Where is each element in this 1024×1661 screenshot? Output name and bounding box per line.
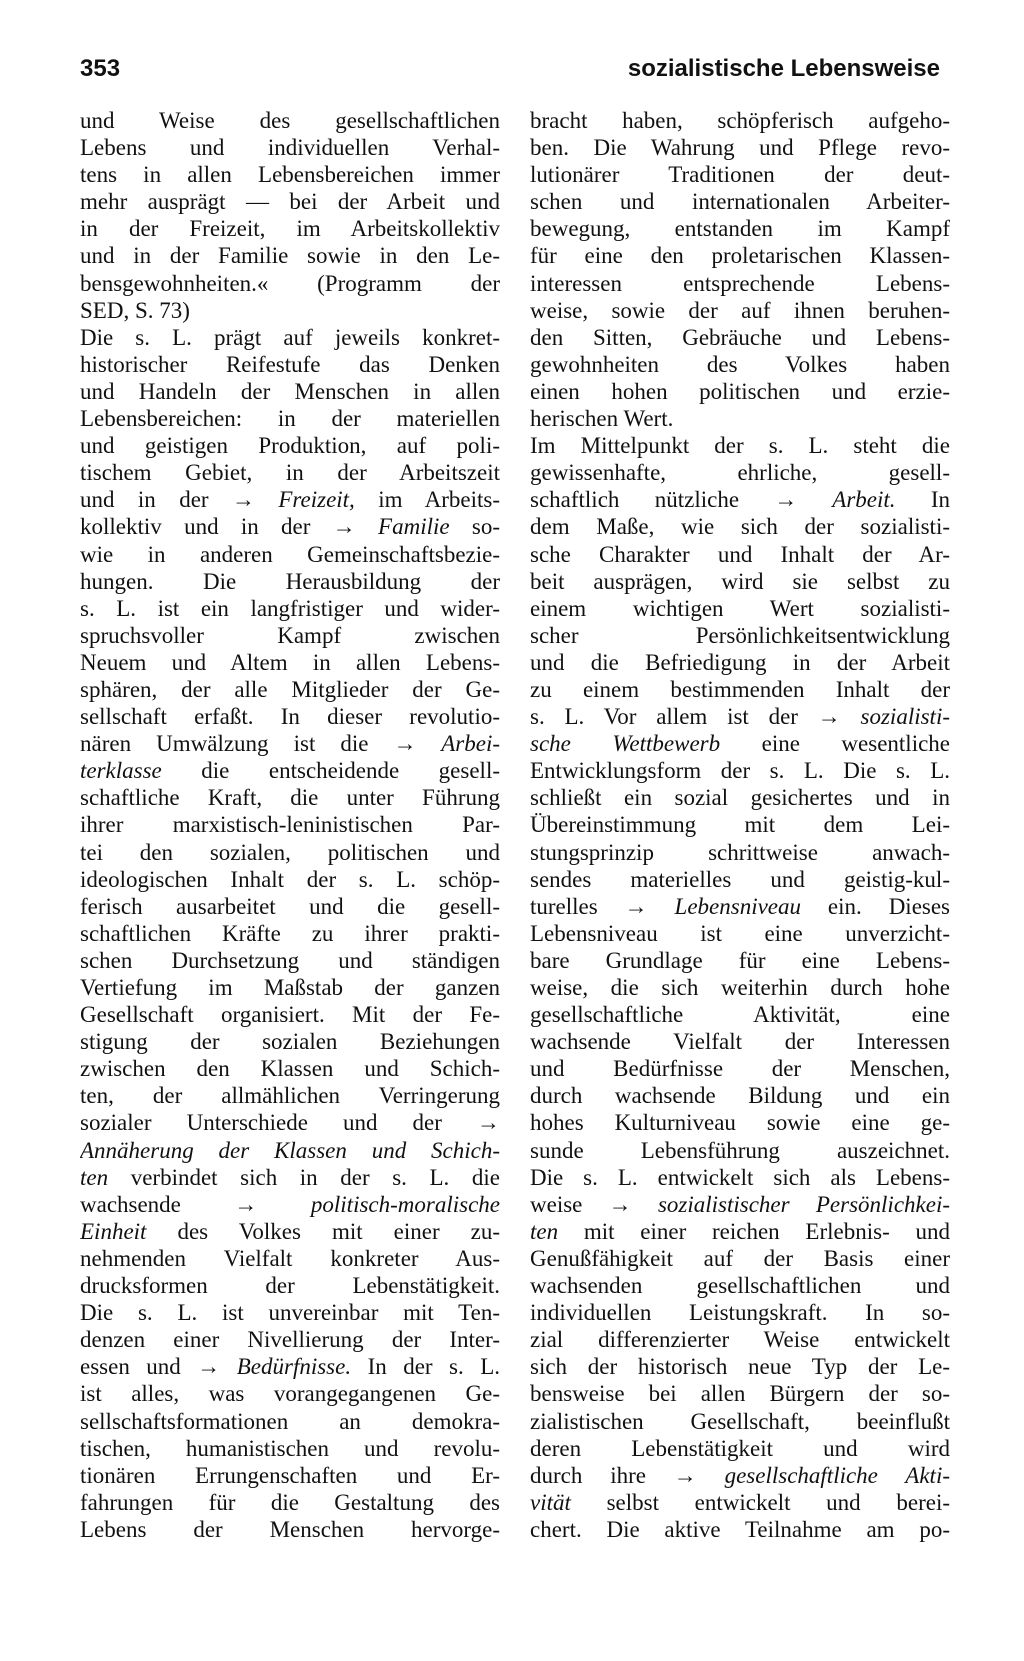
text-line — [530, 784, 950, 811]
text-line — [80, 215, 500, 242]
text-line — [530, 1164, 950, 1191]
text-segment: tischen, humanistischen und revolu- — [80, 1435, 500, 1461]
text-segment: wachsenden gesellschaftlichen und — [530, 1273, 950, 1299]
text-segment: dem Maße, wie sich der sozialisti- — [530, 514, 950, 540]
text-segment: ben. Die Wahrung und Pflege revo- — [530, 135, 950, 161]
cross-reference: → sozialistischer Persönlichkei- — [608, 1191, 950, 1217]
text-segment: zialistischen Gesellschaft, beeinflußt — [530, 1408, 950, 1434]
text-line — [80, 1299, 500, 1326]
text-segment: herischen Wert. — [530, 406, 674, 432]
text-line — [80, 595, 500, 622]
text-line — [80, 297, 500, 324]
text-line — [530, 1028, 950, 1055]
text-line — [80, 1489, 500, 1516]
text-segment: mehr ausprägt — bei der Arbeit und — [80, 189, 500, 215]
text-line — [80, 1380, 500, 1407]
text-line — [80, 405, 500, 432]
text-segment: wachsende — [80, 1191, 235, 1217]
text-segment: wachsende Vielfalt der Interessen — [530, 1029, 950, 1055]
text-segment: schaftliche Kraft, die unter Führung — [80, 785, 500, 811]
text-segment: Neuem und Altem in allen Lebens- — [80, 649, 500, 675]
text-line — [80, 839, 500, 866]
text-segment: sozialer Unterschiede und der → — [80, 1110, 500, 1136]
text-line — [530, 839, 950, 866]
cross-reference: → Bedürfnisse. — [197, 1354, 352, 1380]
text-segment: deren Lebenstätigkeit und wird — [530, 1435, 950, 1461]
text-line — [530, 351, 950, 378]
text-line — [530, 703, 950, 730]
text-segment: zial differenzierter Weise entwickelt — [530, 1327, 950, 1353]
text-segment: bensgewohnheiten.« (Programm der — [80, 270, 500, 296]
text-line — [80, 351, 500, 378]
text-segment: individuellen Leistungskraft. In so- — [530, 1300, 950, 1326]
text-line — [80, 703, 500, 730]
text-line — [80, 1137, 500, 1164]
text-line — [80, 513, 500, 540]
text-line — [530, 134, 950, 161]
text-line — [530, 107, 950, 134]
text-segment: zu einem bestimmenden Inhalt der — [530, 676, 950, 702]
cross-reference: vität — [530, 1489, 571, 1515]
text-line — [80, 1001, 500, 1028]
text-segment: tischem Gebiet, in der Arbeitszeit — [80, 460, 500, 486]
text-segment: Im Mittelpunkt der s. L. steht die — [530, 433, 950, 459]
text-segment: im Arbeits- — [354, 487, 500, 513]
right-text-column — [530, 107, 950, 1543]
text-line — [530, 1218, 950, 1245]
text-line — [530, 730, 950, 757]
text-segment: zwischen den Klassen und Schich- — [80, 1056, 500, 1082]
text-line — [80, 1055, 500, 1082]
text-line — [530, 242, 950, 269]
text-line — [80, 1218, 500, 1245]
text-line — [530, 324, 950, 351]
text-segment: ten, der allmählichen Verringerung — [80, 1083, 500, 1109]
text-line — [530, 459, 950, 486]
text-line — [80, 568, 500, 595]
cross-reference: → Lebensniveau — [624, 893, 802, 919]
text-segment: ihrer marxistisch-leninistischen Par- — [80, 812, 500, 838]
text-segment: bracht haben, schöpferisch aufgeho- — [530, 108, 950, 133]
text-line — [530, 568, 950, 595]
text-segment: wie in anderen Gemeinschaftsbezie- — [80, 541, 500, 567]
text-segment: durch ihre — [530, 1462, 674, 1488]
text-segment: weise — [530, 1191, 609, 1217]
text-segment: s. L. ist ein langfristiger und wider- — [80, 595, 500, 621]
text-line — [80, 242, 500, 269]
text-line — [530, 541, 950, 568]
text-segment: s. L. Vor allem ist der — [530, 704, 818, 730]
text-segment: eine wesentliche — [720, 731, 950, 757]
text-line — [80, 134, 500, 161]
text-segment: sich der historisch neue Typ der Le- — [530, 1354, 950, 1380]
text-segment: Lebensniveau ist eine unverzicht- — [530, 920, 950, 946]
text-line — [80, 432, 500, 459]
cross-reference: → gesellschaftliche Akti- — [673, 1462, 950, 1488]
text-line — [530, 161, 950, 188]
text-segment: chert. Die aktive Teilnahme am po- — [530, 1516, 950, 1542]
text-line — [530, 1462, 950, 1489]
text-segment: sellschaft erfaßt. In dieser revolutio- — [80, 704, 500, 730]
text-line — [530, 1326, 950, 1353]
text-line — [530, 1055, 950, 1082]
text-segment: nehmenden Vielfalt konkreter Aus- — [80, 1245, 500, 1271]
text-segment: und Bedürfnisse der Menschen, — [530, 1056, 950, 1082]
text-segment: sunde Lebensführung auszeichnet. — [530, 1137, 950, 1163]
text-line — [530, 676, 950, 703]
text-segment: schen und internationalen Arbeiter- — [530, 189, 950, 215]
text-segment: sellschaftsformationen an demokra- — [80, 1408, 500, 1434]
text-segment: sche Charakter und Inhalt der Ar- — [530, 541, 950, 567]
text-line — [530, 757, 950, 784]
text-line — [80, 893, 500, 920]
text-segment: mit einer reichen Erlebnis- und — [558, 1218, 950, 1244]
text-line — [530, 1082, 950, 1109]
text-line — [80, 1272, 500, 1299]
text-line — [530, 1109, 950, 1136]
text-segment: ist alles, was vorangegangenen Ge- — [80, 1381, 500, 1407]
text-line — [530, 486, 950, 513]
text-segment: schließt ein sozial gesichertes und in — [530, 785, 950, 811]
text-segment: ferisch ausarbeitet und die gesell- — [80, 893, 500, 919]
text-segment: den Sitten, Gebräuche und Lebens- — [530, 324, 950, 350]
text-segment: hungen. Die Herausbildung der — [80, 568, 500, 594]
text-line — [530, 1353, 950, 1380]
text-line — [530, 1408, 950, 1435]
text-line — [80, 107, 500, 134]
text-line — [80, 1516, 500, 1543]
text-segment: fahrungen für die Gestaltung des — [80, 1489, 500, 1515]
text-line — [530, 974, 950, 1001]
text-segment: bensweise bei allen Bürgern der so- — [530, 1381, 950, 1407]
text-segment: stigung der sozialen Beziehungen — [80, 1029, 500, 1055]
text-segment: und Handeln der Menschen in allen — [80, 378, 500, 404]
text-line — [80, 1435, 500, 1462]
text-segment: gewissenhafte, ehrliche, gesell- — [530, 460, 950, 486]
text-segment: weise, sowie der auf ihnen beruhen- — [530, 297, 950, 323]
text-segment: bare Grundlage für eine Lebens- — [530, 947, 950, 973]
text-line — [530, 1435, 950, 1462]
text-line — [530, 1245, 950, 1272]
text-line — [80, 811, 500, 838]
text-segment: Gesellschaft organisiert. Mit der Fe- — [80, 1002, 500, 1028]
cross-reference: Annäherung der Klassen und Schich- — [80, 1137, 500, 1163]
text-line — [530, 1137, 950, 1164]
text-line — [80, 1326, 500, 1353]
text-line — [530, 1272, 950, 1299]
text-line — [530, 215, 950, 242]
text-line — [80, 459, 500, 486]
text-line — [80, 622, 500, 649]
text-line — [80, 1028, 500, 1055]
text-segment: spruchsvoller Kampf zwischen — [80, 622, 500, 648]
text-segment: in der Freizeit, im Arbeitskollektiv — [80, 216, 500, 242]
text-segment: einen hohen politischen und erzie- — [530, 378, 950, 404]
text-segment: interessen entsprechende Lebens- — [530, 270, 950, 296]
text-line — [80, 188, 500, 215]
text-line — [530, 893, 950, 920]
text-line — [530, 432, 950, 459]
text-line — [80, 784, 500, 811]
text-line — [80, 920, 500, 947]
text-line — [530, 1299, 950, 1326]
text-segment: und Weise des gesellschaftlichen — [80, 108, 500, 133]
text-line — [80, 1245, 500, 1272]
cross-reference: Einheit — [80, 1218, 147, 1244]
text-line — [80, 730, 500, 757]
text-segment: nären Umwälzung ist die — [80, 731, 394, 757]
text-line — [80, 1082, 500, 1109]
text-segment: lutionärer Traditionen der deut- — [530, 162, 950, 188]
text-segment: durch wachsende Bildung und ein — [530, 1083, 950, 1109]
text-segment: SED, S. 73) — [80, 297, 190, 323]
text-segment: Die s. L. prägt auf jeweils konkret- — [80, 324, 500, 350]
text-line — [530, 866, 950, 893]
text-segment: Lebens der Menschen hervorge- — [80, 1516, 500, 1542]
text-segment: bewegung, entstanden im Kampf — [530, 216, 950, 242]
text-line — [80, 1164, 500, 1191]
cross-reference: sche Wettbewerb — [530, 731, 721, 757]
text-segment: selbst entwickelt und berei- — [570, 1489, 950, 1515]
cross-reference: ten — [530, 1218, 559, 1244]
text-segment: und die Befriedigung in der Arbeit — [530, 649, 950, 675]
text-line — [80, 757, 500, 784]
text-segment: historischer Reifestufe das Denken — [80, 351, 500, 377]
text-segment: In der s. L. — [351, 1354, 500, 1380]
text-segment: einem wichtigen Wert sozialisti- — [530, 595, 950, 621]
cross-reference: → politisch-moralische — [234, 1191, 500, 1217]
text-line — [530, 188, 950, 215]
text-line — [80, 1109, 500, 1136]
text-line — [530, 1516, 950, 1543]
cross-reference: → Arbei- — [393, 731, 500, 757]
text-segment: ein. Dieses — [801, 893, 950, 919]
text-segment: und in der — [80, 487, 232, 513]
text-line — [80, 541, 500, 568]
text-segment: hohes Kulturniveau sowie eine ge- — [530, 1110, 950, 1136]
text-segment: Die s. L. ist unvereinbar mit Ten- — [80, 1300, 500, 1326]
text-segment: beit ausprägen, wird sie selbst zu — [530, 568, 950, 594]
text-line — [530, 513, 950, 540]
text-segment: drucksformen der Lebenstätigkeit. — [80, 1273, 500, 1299]
text-segment: In — [895, 487, 950, 513]
text-segment: verbindet sich in der s. L. die — [108, 1164, 500, 1190]
text-line — [80, 866, 500, 893]
text-segment: tionären Errungenschaften und Er- — [80, 1462, 500, 1488]
text-line — [80, 1462, 500, 1489]
text-line — [530, 920, 950, 947]
text-line — [80, 486, 500, 513]
cross-reference: terklasse — [80, 758, 162, 784]
text-segment: denzen einer Nivellierung der Inter- — [80, 1327, 500, 1353]
text-line — [80, 378, 500, 405]
text-segment: weise, die sich weiterhin durch hohe — [530, 975, 950, 1000]
text-line — [530, 1380, 950, 1407]
text-segment: Genußfähigkeit auf der Basis einer — [530, 1245, 950, 1271]
text-line — [530, 297, 950, 324]
text-segment: und in der Familie sowie in den Le- — [80, 243, 500, 269]
text-segment: die entscheidende gesell- — [161, 758, 500, 784]
cross-reference: → Familie — [332, 514, 450, 540]
cross-reference: → sozialisti- — [817, 704, 950, 730]
text-line — [80, 1353, 500, 1380]
text-segment: tens in allen Lebensbereichen immer — [80, 162, 500, 188]
text-line — [80, 324, 500, 351]
text-segment: Übereinstimmung mit dem Lei- — [530, 812, 950, 838]
text-segment: sphären, der alle Mitglieder der Ge- — [80, 676, 500, 702]
text-segment: schaftlich nützliche — [530, 487, 775, 513]
cross-reference: → Arbeit. — [774, 487, 896, 513]
text-line — [80, 1408, 500, 1435]
text-segment: des Volkes mit einer zu- — [146, 1218, 500, 1244]
page-number: 353 — [80, 55, 121, 82]
text-line — [530, 947, 950, 974]
text-segment: turelles — [530, 893, 625, 919]
text-line — [530, 1001, 950, 1028]
text-line — [530, 649, 950, 676]
text-line — [80, 649, 500, 676]
text-line — [80, 974, 500, 1001]
text-line — [530, 811, 950, 838]
text-segment: schen Durchsetzung und ständigen — [80, 947, 500, 973]
text-line — [530, 1191, 950, 1218]
text-line — [80, 161, 500, 188]
text-line — [530, 378, 950, 405]
text-segment: Entwicklungsform der s. L. Die s. L. — [530, 758, 950, 784]
text-line — [530, 1489, 950, 1516]
text-segment: Vertiefung im Maßstab der ganzen — [80, 975, 500, 1000]
text-segment: gewohnheiten des Volkes haben — [530, 351, 950, 377]
text-segment: und geistigen Produktion, auf poli- — [80, 433, 500, 459]
text-line — [530, 622, 950, 649]
text-segment: für eine den proletarischen Klassen- — [530, 243, 950, 269]
text-segment: tei den sozialen, politischen und — [80, 839, 500, 865]
left-text-column — [80, 107, 500, 1543]
text-segment: Die s. L. entwickelt sich als Lebens- — [530, 1164, 950, 1190]
page-header — [80, 55, 940, 89]
text-segment: essen und — [80, 1354, 198, 1380]
cross-reference: → Freizeit, — [231, 487, 355, 513]
running-head: sozialistische Lebensweise — [627, 55, 940, 82]
text-line — [530, 405, 950, 432]
text-line — [530, 270, 950, 297]
cross-reference: ten — [80, 1164, 109, 1190]
text-segment: so- — [449, 514, 500, 540]
text-segment: stungsprinzip schrittweise anwach- — [530, 839, 950, 865]
text-line — [80, 947, 500, 974]
text-segment: Lebens und individuellen Verhal- — [80, 135, 500, 161]
text-segment: gesellschaftliche Aktivität, eine — [530, 1002, 950, 1028]
text-line — [80, 676, 500, 703]
text-segment: schaftlichen Kräfte zu ihrer prakti- — [80, 920, 500, 946]
text-segment: sendes materielles und geistig-kul- — [530, 866, 950, 892]
text-segment: Lebensbereichen: in der materiellen — [80, 406, 500, 432]
text-line — [80, 270, 500, 297]
text-segment: scher Persönlichkeitsentwicklung — [530, 622, 950, 648]
text-segment: ideologischen Inhalt der s. L. schöp- — [80, 866, 500, 892]
text-line — [530, 595, 950, 622]
text-line — [80, 1191, 500, 1218]
text-segment: kollektiv und in der — [80, 514, 333, 540]
